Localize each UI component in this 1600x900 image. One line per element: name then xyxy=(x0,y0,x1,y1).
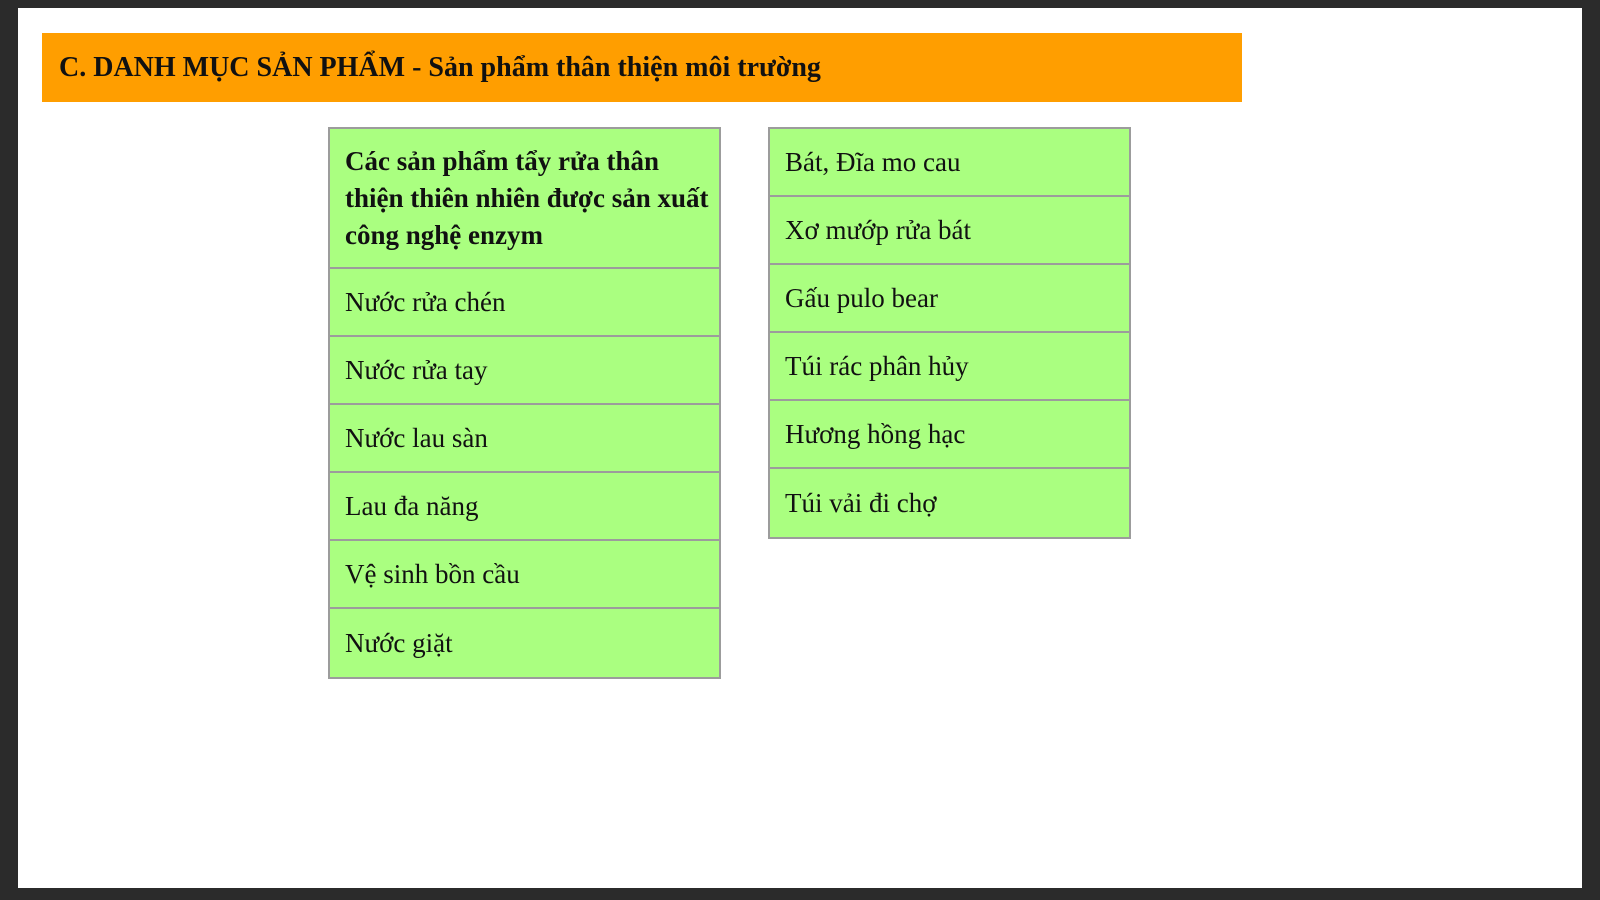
table-row: Xơ mướp rửa bát xyxy=(770,197,1129,265)
table-row: Túi vải đi chợ xyxy=(785,487,937,518)
table-row: Nước lau sàn xyxy=(330,405,719,473)
table-row: Nước rửa tay xyxy=(330,337,719,405)
table-header: Các sản phẩm tẩy rửa thân thiện thiên nhiên được sản xuất công nghệ enzym xyxy=(330,129,719,269)
table-row: Nước rửa chén xyxy=(330,269,719,337)
slide xyxy=(18,8,1582,888)
table-row: Lau đa năng xyxy=(330,473,719,541)
title-bar xyxy=(42,33,1242,102)
table-row: Nước giặt xyxy=(345,627,453,658)
table-row: Hương hồng hạc xyxy=(770,401,1129,469)
table-row: Bát, Đĩa mo cau xyxy=(770,129,1129,197)
slide-title: C. DANH MỤC SẢN PHẨM - Sản phẩm thân thiện môi trường xyxy=(59,51,821,83)
cleaning-products-table xyxy=(328,127,721,679)
table-row: Túi rác phân hủy xyxy=(770,333,1129,401)
table-row: Gấu pulo bear xyxy=(770,265,1129,333)
eco-products-table xyxy=(768,127,1131,539)
table-row: Vệ sinh bồn cầu xyxy=(330,541,719,609)
